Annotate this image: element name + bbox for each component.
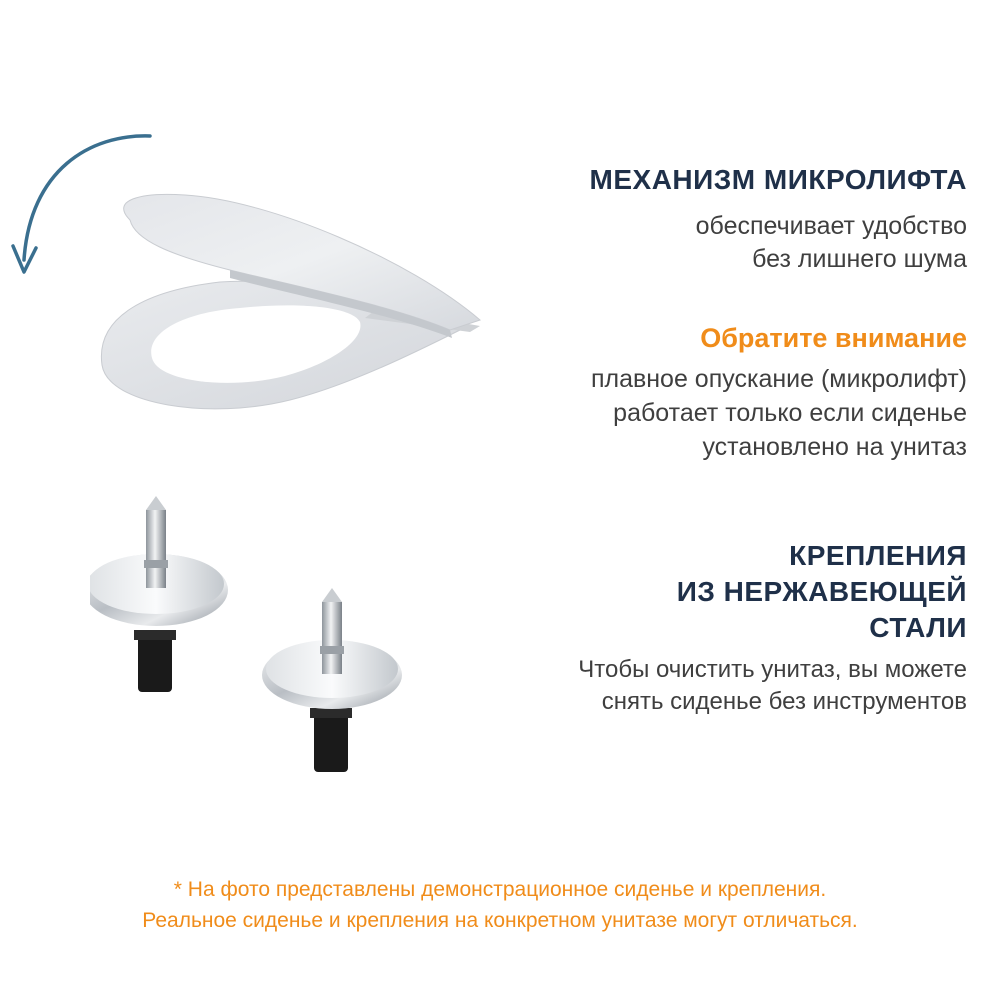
steel-fittings-section: [367, 538, 967, 718]
steel-fittings-heading: КРЕПЛЕНИЯ ИЗ НЕРЖАВЕЮЩЕЙ СТАЛИ: [676, 540, 967, 643]
steel-fittings-description: Чтобы очистить унитаз, вы можете снять сиденье без инструментов: [578, 656, 967, 715]
disclaimer-footnote: * На фото представлены демонстрационное сиденье и крепления. Реальное сиденье и крепления на конкретном унитазе могут отличаться.: [142, 878, 858, 932]
attention-heading: Обратите внимание: [700, 323, 967, 353]
microlift-heading: МЕХАНИЗМ МИКРОЛИФТА: [589, 164, 967, 195]
hinge-1: [90, 496, 228, 692]
microlift-description: обеспечивает удобство без лишнего шума: [695, 212, 967, 273]
microlift-section: [367, 160, 967, 276]
attention-description: плавное опускание (микролифт) работает только если сиденье установлено на унитаз: [590, 365, 967, 461]
attention-section: [367, 318, 967, 464]
